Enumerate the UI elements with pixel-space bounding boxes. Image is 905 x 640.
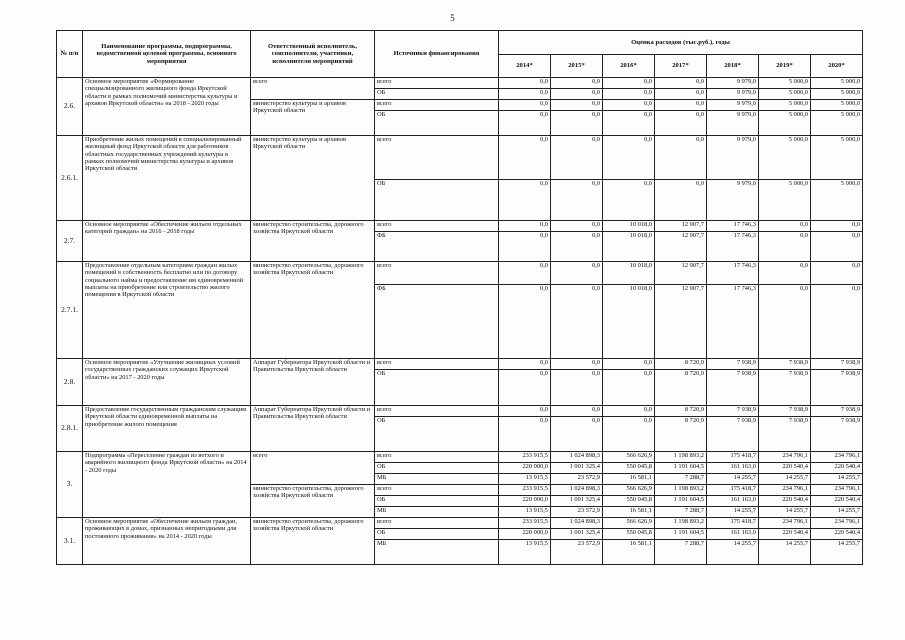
- funding-source: ОБ: [375, 180, 499, 221]
- row-number: 3.: [57, 452, 83, 518]
- funding-source: ФБ: [375, 285, 499, 359]
- amount-cell: 1 001 325,4: [551, 496, 603, 507]
- amount-cell: 17 746,3: [707, 285, 759, 359]
- amount-cell: 550 045,8: [603, 496, 655, 507]
- amount-cell: 1 001 325,4: [551, 529, 603, 540]
- amount-cell: 0,0: [499, 406, 551, 417]
- page-number: 5: [450, 13, 455, 23]
- funding-source: всего: [375, 406, 499, 417]
- amount-cell: 234 796,1: [811, 485, 863, 496]
- amount-cell: 0,0: [655, 100, 707, 111]
- table-row: [57, 221, 863, 232]
- amount-cell: 5 000,0: [811, 89, 863, 100]
- amount-cell: 0,0: [499, 221, 551, 232]
- amount-cell: 14 255,7: [707, 540, 759, 565]
- amount-cell: 0,0: [759, 232, 811, 262]
- responsible-executor: министерство строительства, дорожного хозяйства Иркутской области: [251, 485, 375, 518]
- header-year: 2016*: [603, 55, 655, 78]
- amount-cell: 0,0: [499, 180, 551, 221]
- amount-cell: 0,0: [499, 100, 551, 111]
- funding-source: всего: [375, 518, 499, 529]
- table-row: [57, 359, 863, 370]
- amount-cell: 14 255,7: [811, 507, 863, 518]
- amount-cell: 5 000,0: [759, 78, 811, 89]
- amount-cell: 0,0: [603, 359, 655, 370]
- amount-cell: 0,0: [811, 285, 863, 359]
- table-row: [57, 406, 863, 417]
- amount-cell: 0,0: [655, 180, 707, 221]
- amount-cell: 0,0: [603, 417, 655, 452]
- amount-cell: 14 255,7: [759, 507, 811, 518]
- amount-cell: 0,0: [499, 262, 551, 285]
- amount-cell: 0,0: [811, 232, 863, 262]
- amount-cell: 9 979,0: [707, 180, 759, 221]
- funding-source: МБ: [375, 474, 499, 485]
- table-row: [57, 78, 863, 89]
- header-year: 2019*: [759, 55, 811, 78]
- amount-cell: 1 024 898,3: [551, 452, 603, 463]
- program-name: Основное мероприятие «Улучшение жилищных условий государственных гражданских служащих Иркутской области» на 2017 - 2020 годы: [83, 359, 251, 406]
- amount-cell: 566 626,9: [603, 518, 655, 529]
- amount-cell: 7 938,9: [811, 417, 863, 452]
- amount-cell: 1 198 893,2: [655, 518, 707, 529]
- amount-cell: 7 938,9: [707, 406, 759, 417]
- header-year: 2015*: [551, 55, 603, 78]
- amount-cell: 1 198 893,2: [655, 485, 707, 496]
- amount-cell: 220 000,0: [499, 529, 551, 540]
- amount-cell: 0,0: [603, 180, 655, 221]
- funding-source: всего: [375, 78, 499, 89]
- amount-cell: 0,0: [499, 417, 551, 452]
- amount-cell: 1 198 893,2: [655, 452, 707, 463]
- amount-cell: 7 938,9: [759, 417, 811, 452]
- header-year: 2018*: [707, 55, 759, 78]
- amount-cell: 7 938,9: [707, 370, 759, 406]
- funding-source: ОБ: [375, 111, 499, 136]
- responsible-executor: министерство строительства, дорожного хозяйства Иркутской области: [251, 262, 375, 359]
- amount-cell: 0,0: [603, 89, 655, 100]
- funding-source: МБ: [375, 540, 499, 565]
- funding-source: всего: [375, 221, 499, 232]
- funding-source: ФБ: [375, 232, 499, 262]
- amount-cell: 12 907,7: [655, 232, 707, 262]
- amount-cell: 13 915,5: [499, 474, 551, 485]
- program-name: Основное мероприятие «Обеспечение жильем отдельных категорий граждан» на 2016 - 2018 годы: [83, 221, 251, 262]
- funding-source: ОБ: [375, 417, 499, 452]
- table-header: [57, 31, 863, 78]
- amount-cell: 13 915,5: [499, 507, 551, 518]
- amount-cell: 1 191 604,5: [655, 529, 707, 540]
- amount-cell: 5 000,0: [759, 136, 811, 180]
- amount-cell: 0,0: [603, 78, 655, 89]
- amount-cell: 234 796,1: [811, 452, 863, 463]
- header-year: 2014*: [499, 55, 551, 78]
- amount-cell: 7 938,9: [707, 417, 759, 452]
- table-row: [57, 452, 863, 463]
- budget-table: [56, 30, 863, 565]
- amount-cell: 566 626,9: [603, 485, 655, 496]
- amount-cell: 12 907,7: [655, 285, 707, 359]
- funding-source: ОБ: [375, 89, 499, 100]
- amount-cell: 0,0: [499, 370, 551, 406]
- amount-cell: 17 746,3: [707, 262, 759, 285]
- responsible-executor: всего: [251, 78, 375, 100]
- row-number: 2.6.: [57, 78, 83, 136]
- amount-cell: 0,0: [811, 262, 863, 285]
- amount-cell: 0,0: [551, 406, 603, 417]
- amount-cell: 0,0: [499, 136, 551, 180]
- amount-cell: 9 979,0: [707, 78, 759, 89]
- amount-cell: 175 418,7: [707, 452, 759, 463]
- amount-cell: 0,0: [603, 370, 655, 406]
- amount-cell: 13 915,5: [499, 540, 551, 565]
- amount-cell: 0,0: [759, 285, 811, 359]
- program-name: Предоставление отдельным категориям граждан жилых помещений в собственность бесплатно или по договору социального найма и предоставление им единовременной выплаты на приобретение или строительство жилого помещения в Иркутской области: [83, 262, 251, 359]
- amount-cell: 234 796,1: [759, 485, 811, 496]
- amount-cell: 7 938,9: [759, 406, 811, 417]
- amount-cell: 0,0: [603, 100, 655, 111]
- amount-cell: 1 024 898,3: [551, 485, 603, 496]
- amount-cell: 16 581,1: [603, 507, 655, 518]
- amount-cell: 1 001 325,4: [551, 463, 603, 474]
- amount-cell: 5 000,0: [759, 180, 811, 221]
- amount-cell: 8 720,9: [655, 417, 707, 452]
- amount-cell: 220 540,4: [811, 496, 863, 507]
- amount-cell: 14 255,7: [811, 474, 863, 485]
- amount-cell: 5 000,0: [759, 100, 811, 111]
- program-name: Предоставление государственным гражданским служащим Иркутской области единовременной выплаты на приобретение жилого помещения: [83, 406, 251, 452]
- funding-source: всего: [375, 359, 499, 370]
- funding-source: всего: [375, 262, 499, 285]
- amount-cell: 7 938,9: [707, 359, 759, 370]
- amount-cell: 14 255,7: [707, 507, 759, 518]
- amount-cell: 0,0: [499, 89, 551, 100]
- responsible-executor: Аппарат Губернатора Иркутской области и Правительства Иркутской области: [251, 406, 375, 452]
- funding-source: всего: [375, 485, 499, 496]
- header-funding-source: Источники финансирования: [375, 31, 499, 78]
- amount-cell: 8 720,9: [655, 406, 707, 417]
- amount-cell: 5 000,0: [811, 180, 863, 221]
- amount-cell: 14 255,7: [759, 540, 811, 565]
- header-year: 2017*: [655, 55, 707, 78]
- amount-cell: 14 255,7: [811, 540, 863, 565]
- amount-cell: 0,0: [811, 221, 863, 232]
- amount-cell: 0,0: [551, 100, 603, 111]
- responsible-executor: министерство культуры и архивов Иркутской области: [251, 136, 375, 221]
- amount-cell: 0,0: [603, 406, 655, 417]
- amount-cell: 0,0: [655, 111, 707, 136]
- amount-cell: 0,0: [655, 78, 707, 89]
- amount-cell: 234 796,1: [811, 518, 863, 529]
- amount-cell: 9 979,0: [707, 89, 759, 100]
- amount-cell: 14 255,7: [759, 474, 811, 485]
- amount-cell: 12 907,7: [655, 221, 707, 232]
- program-name: Подпрограмма «Переселение граждан из ветхого и аварийного жилищного фонда Иркутской области» на 2014 - 2020 годы: [83, 452, 251, 518]
- amount-cell: 233 915,5: [499, 485, 551, 496]
- amount-cell: 550 045,8: [603, 529, 655, 540]
- program-name: Основное мероприятие «Формирование специализированного жилищного фонда Иркутской области в рамках полномочий министерства культуры и архивов Иркутской области» на 2018 - 2020 годы: [83, 78, 251, 136]
- amount-cell: 220 540,4: [811, 529, 863, 540]
- amount-cell: 0,0: [655, 89, 707, 100]
- funding-source: всего: [375, 136, 499, 180]
- funding-source: ОБ: [375, 370, 499, 406]
- row-number: 2.8.: [57, 359, 83, 406]
- row-number: 2.7.1.: [57, 262, 83, 359]
- amount-cell: 220 540,4: [759, 496, 811, 507]
- amount-cell: 9 979,0: [707, 136, 759, 180]
- amount-cell: 5 000,0: [759, 111, 811, 136]
- amount-cell: 10 018,0: [603, 221, 655, 232]
- amount-cell: 10 018,0: [603, 285, 655, 359]
- funding-source: всего: [375, 452, 499, 463]
- amount-cell: 23 572,9: [551, 507, 603, 518]
- amount-cell: 161 163,0: [707, 463, 759, 474]
- amount-cell: 5 000,0: [811, 111, 863, 136]
- amount-cell: 0,0: [551, 285, 603, 359]
- amount-cell: 1 191 604,5: [655, 463, 707, 474]
- amount-cell: 7 288,7: [655, 507, 707, 518]
- row-number: 2.7.: [57, 221, 83, 262]
- amount-cell: 7 938,9: [811, 370, 863, 406]
- amount-cell: 14 255,7: [707, 474, 759, 485]
- amount-cell: 23 572,9: [551, 540, 603, 565]
- amount-cell: 0,0: [551, 232, 603, 262]
- amount-cell: 175 418,7: [707, 485, 759, 496]
- amount-cell: 0,0: [551, 111, 603, 136]
- funding-source: всего: [375, 100, 499, 111]
- amount-cell: 0,0: [551, 221, 603, 232]
- amount-cell: 161 163,0: [707, 529, 759, 540]
- amount-cell: 0,0: [551, 89, 603, 100]
- amount-cell: 8 720,9: [655, 359, 707, 370]
- amount-cell: 9 979,0: [707, 111, 759, 136]
- header-no: № п/п: [57, 31, 83, 78]
- responsible-executor: всего: [251, 452, 375, 485]
- amount-cell: 7 288,7: [655, 474, 707, 485]
- amount-cell: 0,0: [551, 78, 603, 89]
- row-number: 2.8.1.: [57, 406, 83, 452]
- amount-cell: 0,0: [499, 111, 551, 136]
- responsible-executor: министерство строительства, дорожного хозяйства Иркутской области: [251, 518, 375, 565]
- amount-cell: 233 915,5: [499, 452, 551, 463]
- amount-cell: 0,0: [603, 136, 655, 180]
- amount-cell: 12 907,7: [655, 262, 707, 285]
- table-row: [57, 136, 863, 180]
- amount-cell: 220 540,4: [759, 463, 811, 474]
- amount-cell: 550 045,8: [603, 463, 655, 474]
- amount-cell: 220 000,0: [499, 463, 551, 474]
- amount-cell: 7 938,9: [811, 359, 863, 370]
- amount-cell: 234 796,1: [759, 452, 811, 463]
- amount-cell: 8 720,9: [655, 370, 707, 406]
- program-name: Приобретение жилых помещений в специализированный жилищный фонд Иркутской области для работников областных государственных учреждений культуры в рамках полномочий министерства культуры и архивов Иркутской области: [83, 136, 251, 221]
- amount-cell: 161 163,0: [707, 496, 759, 507]
- amount-cell: 17 746,3: [707, 221, 759, 232]
- amount-cell: 1 024 898,3: [551, 518, 603, 529]
- amount-cell: 7 288,7: [655, 540, 707, 565]
- amount-cell: 0,0: [551, 136, 603, 180]
- amount-cell: 0,0: [499, 285, 551, 359]
- table-row: [57, 262, 863, 285]
- amount-cell: 0,0: [551, 359, 603, 370]
- amount-cell: 0,0: [759, 262, 811, 285]
- amount-cell: 0,0: [551, 180, 603, 221]
- amount-cell: 0,0: [551, 262, 603, 285]
- amount-cell: 5 000,0: [811, 78, 863, 89]
- row-number: 2.6.1.: [57, 136, 83, 221]
- amount-cell: 17 746,3: [707, 232, 759, 262]
- amount-cell: 566 626,9: [603, 452, 655, 463]
- amount-cell: 10 018,0: [603, 232, 655, 262]
- funding-source: ОБ: [375, 529, 499, 540]
- amount-cell: 175 418,7: [707, 518, 759, 529]
- responsible-executor: министерство строительства, дорожного хозяйства Иркутской области: [251, 221, 375, 262]
- amount-cell: 16 581,1: [603, 540, 655, 565]
- amount-cell: 0,0: [603, 111, 655, 136]
- amount-cell: 23 572,9: [551, 474, 603, 485]
- amount-cell: 220 000,0: [499, 496, 551, 507]
- program-name: Основное мероприятие «Обеспечение жильем граждан, проживающих в домах, признанных непригодными для постоянного проживания» на 2014 - 2020 годы: [83, 518, 251, 565]
- responsible-executor: Аппарат Губернатора Иркутской области и Правительства Иркутской области: [251, 359, 375, 406]
- funding-source: ОБ: [375, 463, 499, 474]
- row-number: 3.1.: [57, 518, 83, 565]
- header-year: 2020*: [811, 55, 863, 78]
- responsible-executor: министерство культуры и архивов Иркутской области: [251, 100, 375, 136]
- amount-cell: 0,0: [499, 78, 551, 89]
- amount-cell: 10 018,0: [603, 262, 655, 285]
- amount-cell: 7 938,9: [811, 406, 863, 417]
- amount-cell: 234 796,1: [759, 518, 811, 529]
- amount-cell: 0,0: [551, 370, 603, 406]
- amount-cell: 9 979,0: [707, 100, 759, 111]
- amount-cell: 16 581,1: [603, 474, 655, 485]
- amount-cell: 5 000,0: [759, 89, 811, 100]
- header-responsible: Ответственный исполнитель, соисполнители, участники, исполнители мероприятий: [251, 31, 375, 78]
- amount-cell: 220 540,4: [811, 463, 863, 474]
- amount-cell: 233 915,5: [499, 518, 551, 529]
- header-cost-estimate: Оценка расходов (тыс.руб.), годы: [499, 31, 863, 55]
- table-body: [57, 78, 863, 565]
- amount-cell: 7 938,9: [759, 359, 811, 370]
- funding-source: ОБ: [375, 496, 499, 507]
- amount-cell: 5 000,0: [811, 136, 863, 180]
- amount-cell: 0,0: [759, 221, 811, 232]
- amount-cell: 220 540,4: [759, 529, 811, 540]
- amount-cell: 0,0: [551, 417, 603, 452]
- amount-cell: 5 000,0: [811, 100, 863, 111]
- amount-cell: 0,0: [499, 359, 551, 370]
- table-row: [57, 518, 863, 529]
- amount-cell: 1 191 604,5: [655, 496, 707, 507]
- funding-source: МБ: [375, 507, 499, 518]
- amount-cell: 7 938,9: [759, 370, 811, 406]
- header-program-name: Наименование программы, подпрограммы, ведомственной целевой программы, основного мероприятия: [83, 31, 251, 78]
- amount-cell: 0,0: [499, 232, 551, 262]
- amount-cell: 0,0: [655, 136, 707, 180]
